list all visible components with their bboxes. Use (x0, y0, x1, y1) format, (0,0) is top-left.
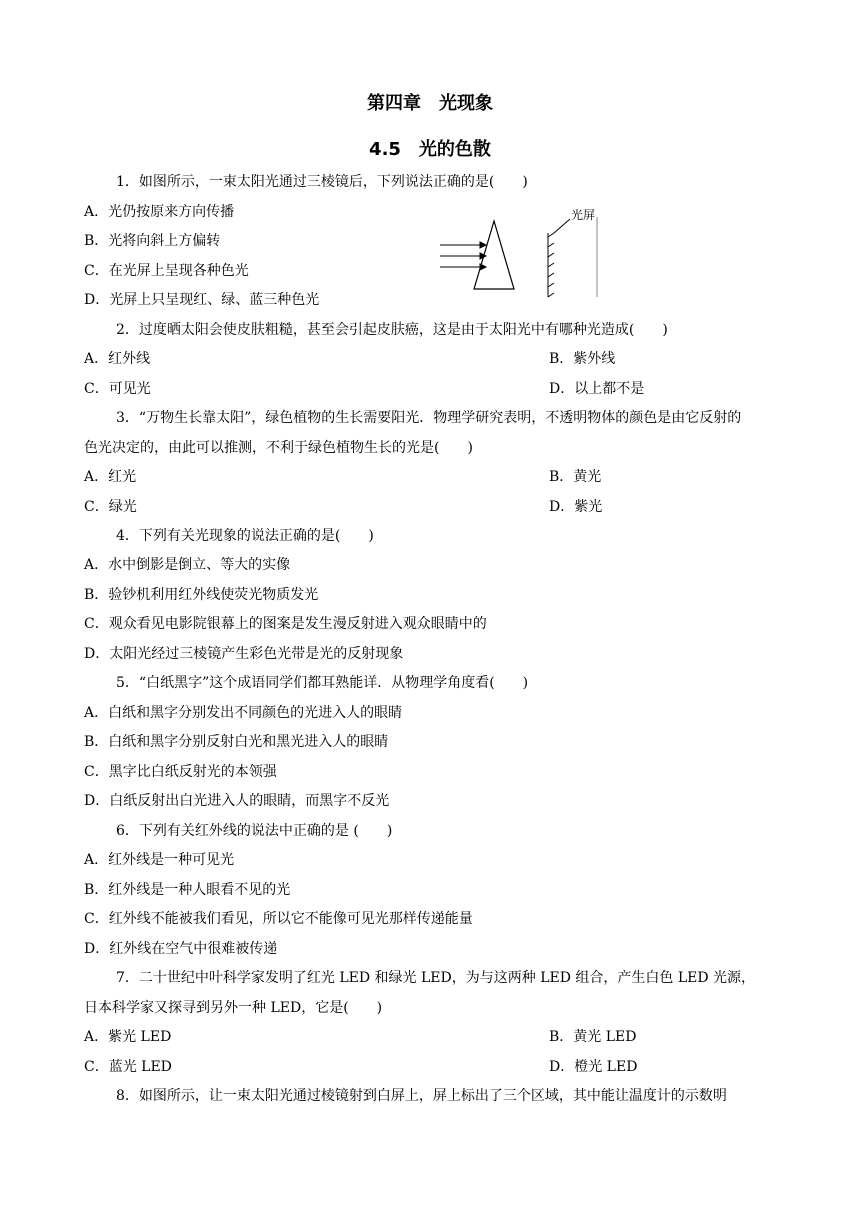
question-7-stem-continued: 日本科学家又探寻到另外一种 LED，它是( ) (84, 1000, 383, 1016)
question-1-option-b: B．光将向斜上方偏转 (84, 233, 221, 249)
question-2-option-b: B．紫外线 (549, 351, 616, 367)
question-7-stem: 7．二十世纪中叶科学家发明了红光 LED 和绿光 LED，为与这两种 LED 组合，产生白色 LED 光源， (116, 970, 756, 986)
question-1-option-c: C．在光屏上呈现各种色光 (84, 263, 249, 279)
question-3-option-d: D．紫光 (549, 499, 603, 515)
question-4-option-c: C．观众看见电影院银幕上的图案是发生漫反射进入观众眼睛中的 (84, 616, 487, 632)
question-1-option-d: D．光屏上只呈现红、绿、蓝三种色光 (84, 292, 320, 308)
question-8-stem: 8．如图所示，让一束太阳光通过棱镜射到白屏上，屏上标出了三个区域，其中能让温度计的示数明 (116, 1088, 727, 1104)
question-6-option-c: C．红外线不能被我们看见，所以它不能像可见光那样传递能量 (84, 911, 473, 927)
question-6-stem: 6．下列有关红外线的说法中正确的是 ( ) (116, 823, 393, 839)
question-4-option-b: B．验钞机利用红外线使荧光物质发光 (84, 587, 319, 603)
question-5-option-c: C．黑字比白纸反射光的本领强 (84, 764, 277, 780)
question-7-option-b: B．黄光 LED (549, 1029, 637, 1045)
question-5-option-a: A．白纸和黑字分别发出不同颜色的光进入人的眼睛 (84, 705, 403, 721)
question-5-stem: 5．“白纸黑字”这个成语同学们都耳熟能详．从物理学角度看( ) (116, 675, 529, 691)
question-6-option-a: A．红外线是一种可见光 (84, 852, 235, 868)
question-5-option-d: D．白纸反射出白光进入人的眼睛，而黑字不反光 (84, 793, 390, 809)
question-1-option-a: A．光仍按原来方向传播 (84, 204, 235, 220)
sunlight-rays (440, 242, 486, 270)
question-7-option-c: C．蓝光 LED (84, 1059, 172, 1075)
question-3-stem: 3．“万物生长靠太阳”，绿色植物的生长需要阳光．物理学研究表明，不透明物体的颜色是由它反射的 (116, 410, 742, 426)
question-2-stem: 2．过度晒太阳会使皮肤粗糙，甚至会引起皮肤癌，这是由于太阳光中有哪种光造成( ) (116, 322, 668, 338)
question-1-stem: 1．如图所示，一束太阳光通过三棱镜后，下列说法正确的是( ) (116, 174, 528, 190)
question-3-stem-continued: 色光决定的，由此可以推测，不利于绿色植物生长的光是( ) (84, 440, 473, 456)
question-7-option-a: A．紫光 LED (84, 1029, 172, 1045)
question-5-option-b: B．白纸和黑字分别反射白光和黑光进入人的眼睛 (84, 734, 389, 750)
question-2-option-d: D．以上都不是 (549, 381, 645, 397)
light-screen (548, 217, 597, 297)
question-4-option-d: D．太阳光经过三棱镜产生彩色光带是光的反射现象 (84, 646, 404, 662)
question-7-option-d: D．橙光 LED (549, 1059, 638, 1075)
prism-figure (436, 203, 606, 299)
question-4-stem: 4．下列有关光现象的说法正确的是( ) (116, 528, 374, 544)
question-3-option-b: B．黄光 (549, 469, 602, 485)
question-3-option-a: A．红光 (84, 469, 137, 485)
question-2-option-c: C．可见光 (84, 381, 151, 397)
question-3-option-c: C．绿光 (84, 499, 137, 515)
section-title: 4.5 光的色散 (369, 139, 491, 160)
question-6-option-b: B．红外线是一种人眼看不见的光 (84, 882, 291, 898)
question-2-option-a: A．红外线 (84, 351, 151, 367)
question-4-option-a: A．水中倒影是倒立、等大的实像 (84, 557, 291, 573)
chapter-title: 第四章 光现象 (367, 93, 493, 114)
screen-label: 光屏 (571, 208, 596, 222)
question-6-option-d: D．红外线在空气中很难被传递 (84, 941, 278, 957)
